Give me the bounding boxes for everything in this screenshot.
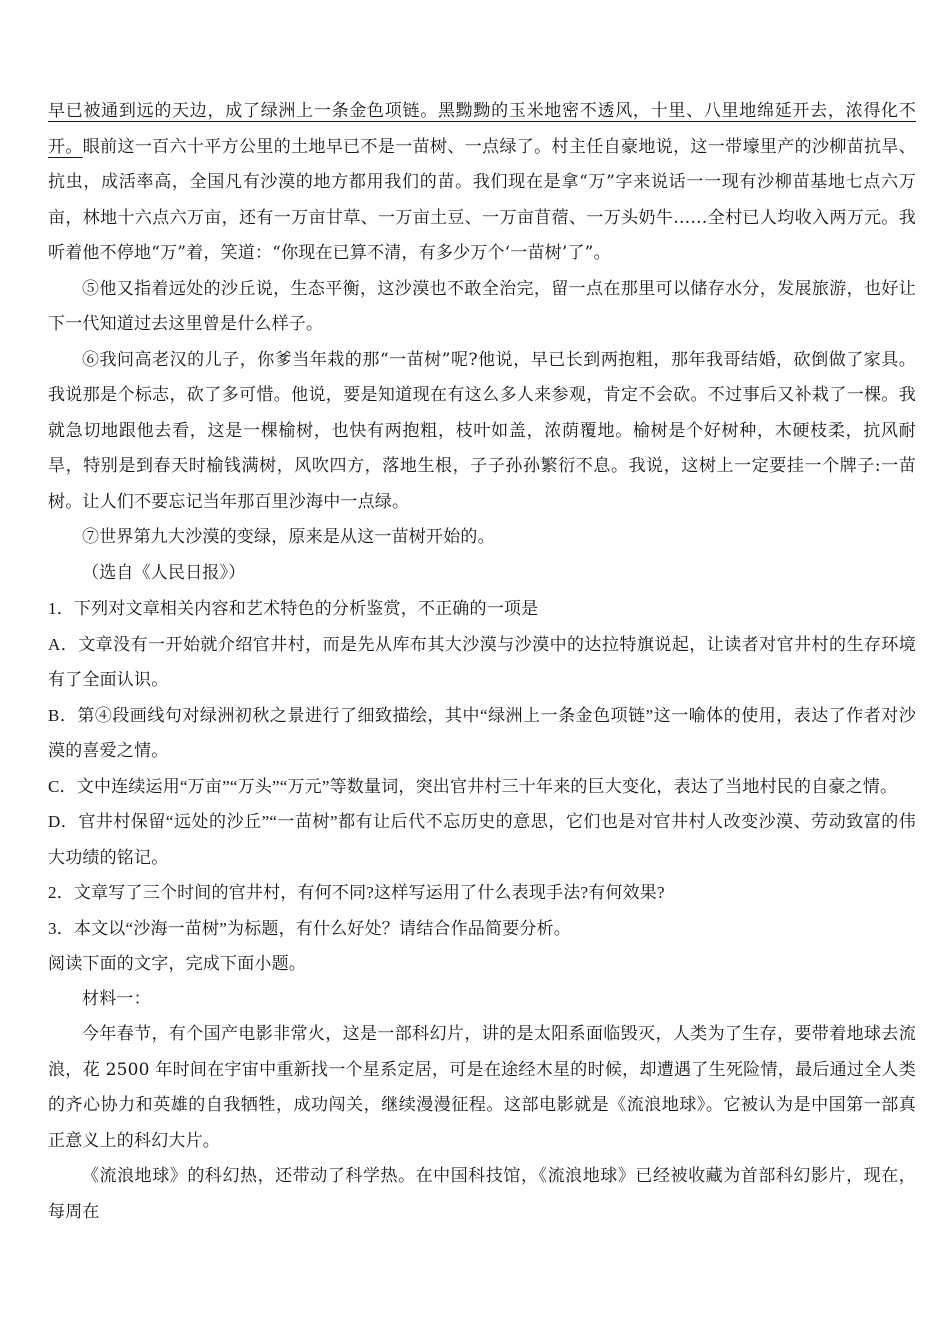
passage-paragraph-4-continuation	[48, 94, 916, 272]
text-run: 1．下列对文章相关内容和艺术特色的分析鉴赏，不正确的一项是	[48, 599, 539, 618]
underlined-text-run: 早已被通到远的天边，成了绿洲上一条金色项链。黑黝黝的玉米地密不透风，十里、八里地绵延开去，浓得化不开。	[48, 101, 916, 157]
text-run: D．官井村保留“远处的沙丘”“一苗树”都有让后代不忘历史的意思，它们也是对官井村人改变沙漠、劳动致富的伟大功绩的铭记。	[48, 812, 916, 867]
text-run: ⑦世界第九大沙漠的变绿，原来是从这一苗树开始的。	[82, 527, 495, 547]
text-run: （选自《人民日报》）	[82, 562, 246, 583]
text-run: ⑥我问高老汉的儿子，你爹当年栽的那“一苗树”呢?他说，早已长到两抱粗，那年我哥结婚，砍倒做了家具。我说那是个标志，砍了多可惜。他说，要是知道现在有这么多人来参观，肯定不会砍。不过事后又补栽了一棵。我就急切地跟他去看，这是一棵榆树，也快有两抱粗，枝叶如盖，浓荫覆地。榆树是个好树种，木硬枝柔，抗风耐旱，特别是到春天时榆钱满树，风吹四方，落地生根，子子孙孙繁衍不息。我说，这树上一定要挂一个牌子:一苗树。让人们不要忘记当年那百里沙海中一点绿。	[48, 349, 916, 512]
text-run: B．第④段画线句对绿洲初秋之景进行了细致描绘，其中“绿洲上一条金色项链”这一喻体的使用，表达了作者对沙漠的喜爱之情。	[48, 705, 916, 760]
text-run: ⑤他又指着远处的沙丘说，生态平衡，这沙漠也不敢全治完，留一点在那里可以储存水分，发展旅游，也好让下一代知道过去这里曾是什么样子。	[48, 278, 916, 334]
text-run: A．文章没有一开始就介绍官井村，而是先从库布其大沙漠与沙漠中的达拉特旗说起，让读者对官井村的生存环境有了全面认识。	[48, 634, 916, 689]
reading-instruction	[48, 946, 916, 982]
passage-paragraph-7	[48, 520, 916, 556]
passage-paragraph-6	[48, 343, 916, 521]
document-content	[48, 94, 916, 1230]
text-run: 材料一：	[82, 988, 151, 1009]
text-run: 今年春节，有个国产电影非常火，这是一部科幻片，讲的是太阳系面临毁灭，人类为了生存，要带着地球去流浪，花 2500 年时间在宇宙中重新找一个星系定居，可是在途经木星的时候，却遭遇了生死险情，最后通过全人类的齐心协力和英雄的自我牺牲，成功闯关，继续漫漫征程。这部电影就是《流浪地球》。它被认为是中国第一部真正意义上的科幻大片。	[48, 1024, 916, 1151]
passage-paragraph-5	[48, 272, 916, 343]
passage-source	[48, 556, 916, 592]
material-1-paragraph-1	[48, 1017, 916, 1159]
question-1	[48, 591, 916, 627]
material-1-heading	[48, 982, 916, 1018]
question-3	[48, 911, 916, 947]
text-run: 阅读下面的文字，完成下面小题。	[48, 954, 306, 973]
text-run: C．文中连续运用“万亩”“万头”“万元”等数量词，突出官井村三十年来的巨大变化，表达了当地村民的自豪之情。	[48, 776, 898, 796]
material-1-paragraph-2-cutoff	[48, 1159, 916, 1230]
text-run: 《流浪地球》的科幻热，还带动了科学热。在中国科技馆，《流浪地球》已经被收藏为首部科幻影片，现在，每周在	[48, 1166, 916, 1222]
question-1-option-B	[48, 698, 916, 769]
question-1-option-A	[48, 627, 916, 698]
text-run: 眼前这一百六十平方公里的土地早已不是一苗树、一点绿了。村主任自豪地说，这一带壕里产的沙柳苗抗旱、抗虫，成活率高，全国凡有沙漠的地方都用我们的苗。我们现在是拿“万”字来说话一一现有沙柳苗基地七点六万亩，林地十六点六万亩，还有一万亩甘草、一万亩土豆、一万亩苜蓿、一万头奶牛……全村已人均收入两万元。我听着他不停地“万”着，笑道：“你现在已算不清，有多少万个‘一苗树’了”。	[48, 136, 916, 263]
text-run: 3．本文以“沙海一苗树”为标题，有什么好处？请结合作品简要分析。	[48, 918, 571, 938]
question-2	[48, 875, 916, 911]
question-1-option-D	[48, 804, 916, 875]
question-1-option-C	[48, 769, 916, 805]
text-run: 2．文章写了三个时间的官井村，有何不同?这样写运用了什么表现手法?有何效果?	[48, 883, 665, 902]
